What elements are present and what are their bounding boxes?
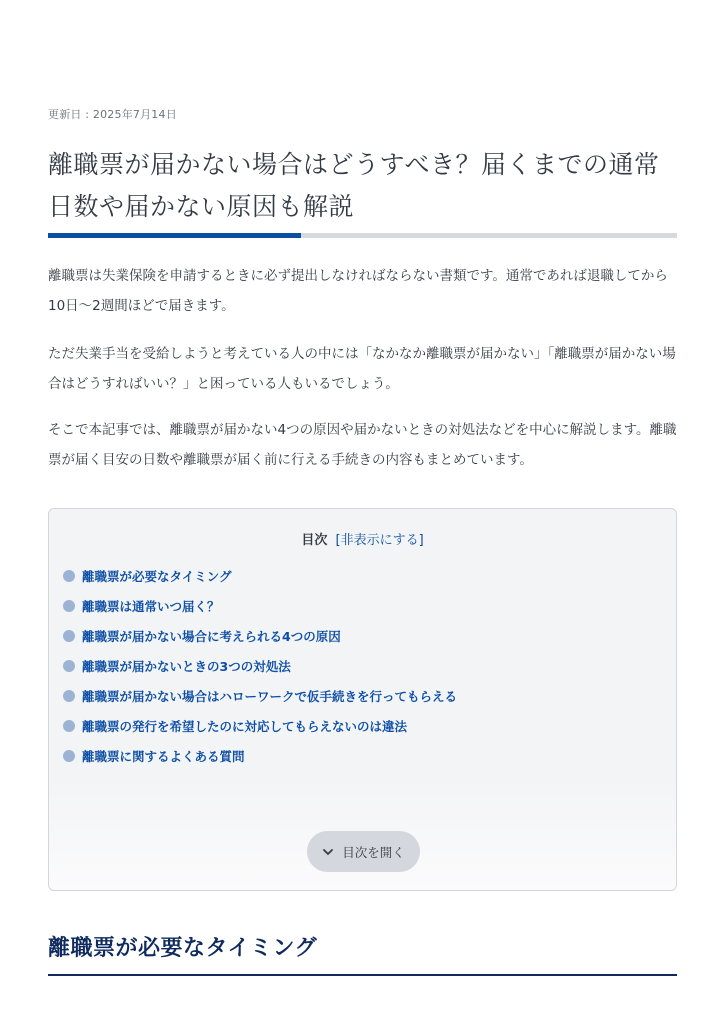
bullet-icon xyxy=(63,630,75,642)
toc-item xyxy=(63,681,457,711)
bullet-icon xyxy=(63,570,75,582)
toc-link[interactable]: 離職票に関するよくある質問 xyxy=(82,749,245,764)
bullet-icon xyxy=(63,750,75,762)
toc-link[interactable]: 離職票は通常いつ届く？ xyxy=(82,599,220,614)
toc-list xyxy=(63,561,457,771)
bullet-icon xyxy=(63,600,75,612)
bullet-icon xyxy=(63,690,75,702)
toc-item xyxy=(63,651,457,681)
toc-item xyxy=(63,561,457,591)
toc-open-label: 目次を開く xyxy=(342,844,405,860)
toc-link[interactable]: 離職票が必要なタイミング xyxy=(82,569,232,584)
section-heading: 離職票が必要なタイミング xyxy=(48,936,318,961)
toc-item xyxy=(63,591,457,621)
section-divider xyxy=(48,974,677,976)
bullet-icon xyxy=(63,660,75,672)
toc-open-button[interactable] xyxy=(307,831,420,872)
toc-item xyxy=(63,741,457,771)
article-title: 離職票が届かない場合はどうすべき？届くまでの通常日数や届かない原因も解説 xyxy=(48,150,660,221)
toc-link[interactable]: 離職票が届かない場合に考えられる4つの原因 xyxy=(82,629,341,644)
table-of-contents xyxy=(48,508,677,891)
toc-heading: 目次 xyxy=(301,533,328,548)
toc-hide-toggle[interactable]: [非表示にする] xyxy=(335,533,424,548)
intro-paragraph-2: ただ失業手当を受給しようと考えている人の中には「なかなか離職票が届かない」「離職票が届かない場合はどうすればいい？」と困っている人もいるでしょう。 xyxy=(48,346,676,392)
toc-item xyxy=(63,711,457,741)
title-divider xyxy=(48,233,677,238)
updated-date: 更新日 : 2025年7月14日 xyxy=(48,108,177,121)
toc-link[interactable]: 離職票が届かない場合はハローワークで仮手続きを行ってもらえる xyxy=(82,689,458,704)
intro-paragraph-3: そこで本記事では、離職票が届かない4つの原因や届かないときの対処法などを中心に解説します。離職票が届く目安の日数や離職票が届く前に行える手続きの内容もまとめています。 xyxy=(48,422,677,468)
intro-paragraph-1: 離職票は失業保険を申請するときに必ず提出しなければならない書類です。通常であれば退職してから10日〜2週間ほどで届きます。 xyxy=(48,268,668,314)
bullet-icon xyxy=(63,720,75,732)
toc-link[interactable]: 離職票の発行を希望したのに対応してもらえないのは違法 xyxy=(82,719,408,734)
toc-header xyxy=(49,529,676,548)
chevron-down-icon xyxy=(322,846,334,858)
toc-link[interactable]: 離職票が届かないときの3つの対処法 xyxy=(82,659,291,674)
title-divider-accent xyxy=(48,233,301,238)
toc-item xyxy=(63,621,457,651)
